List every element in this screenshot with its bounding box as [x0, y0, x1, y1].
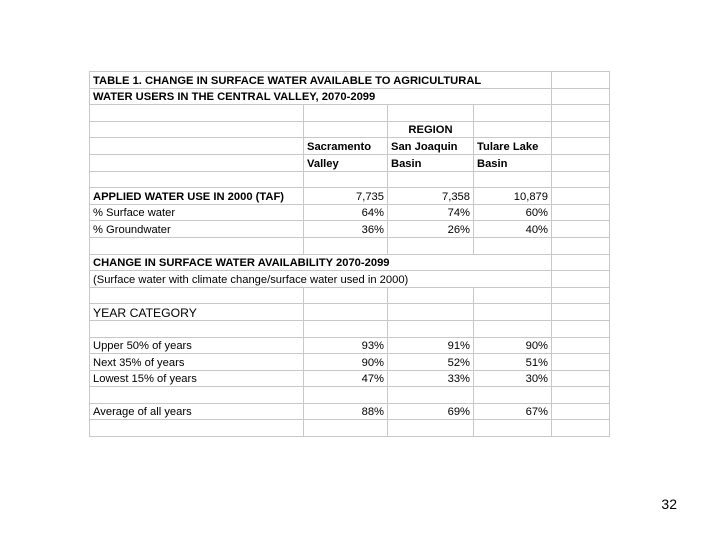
- blank-row: [90, 420, 610, 437]
- cell-value: 10,879: [474, 188, 552, 205]
- title-row-1: [90, 72, 610, 89]
- column-header-san-joaquin: San Joaquin: [388, 138, 474, 155]
- year-category-row: [90, 304, 610, 321]
- row-label: Upper 50% of years: [90, 337, 304, 354]
- blank-row: [90, 105, 610, 122]
- cell-value: 88%: [304, 403, 388, 420]
- column-header-san-joaquin-line2: Basin: [388, 154, 474, 171]
- cell-value: 7,735: [304, 188, 388, 205]
- table-row: [90, 403, 610, 420]
- cell-value: 7,358: [388, 188, 474, 205]
- title-row-2: [90, 88, 610, 105]
- column-header-row-2: [90, 154, 610, 171]
- blank-row: [90, 171, 610, 188]
- cell-value: 40%: [474, 221, 552, 238]
- cell-value: 90%: [304, 354, 388, 371]
- cell-value: 74%: [388, 204, 474, 221]
- change-subheading: (Surface water with climate change/surface water used in 2000): [90, 271, 552, 288]
- cell-value: 30%: [474, 370, 552, 387]
- table-title-line-1: TABLE 1. CHANGE IN SURFACE WATER AVAILABLE TO AGRICULTURAL: [90, 72, 552, 89]
- cell-value: 67%: [474, 403, 552, 420]
- row-label: % Surface water: [90, 204, 304, 221]
- table-row: [90, 337, 610, 354]
- blank-row: [90, 320, 610, 337]
- cell-value: 33%: [388, 370, 474, 387]
- cell-value: 93%: [304, 337, 388, 354]
- column-header-tulare-lake-line2: Basin: [474, 154, 552, 171]
- row-label: Next 35% of years: [90, 354, 304, 371]
- cell-value: 90%: [474, 337, 552, 354]
- region-header: REGION: [388, 121, 474, 138]
- column-header-sacramento: Sacramento: [304, 138, 388, 155]
- page-number: 32: [661, 496, 677, 512]
- change-heading: CHANGE IN SURFACE WATER AVAILABILITY 2070-2099: [90, 254, 552, 271]
- column-header-tulare-lake: Tulare Lake: [474, 138, 552, 155]
- cell-value: 69%: [388, 403, 474, 420]
- table-title-line-2: WATER USERS IN THE CENTRAL VALLEY, 2070-2099: [90, 88, 552, 105]
- cell-value: 64%: [304, 204, 388, 221]
- column-header-sacramento-line2: Valley: [304, 154, 388, 171]
- table-row: [90, 188, 610, 205]
- row-label: Average of all years: [90, 403, 304, 420]
- cell-value: 52%: [388, 354, 474, 371]
- cell-value: 26%: [388, 221, 474, 238]
- cell-value: 51%: [474, 354, 552, 371]
- table-row: [90, 204, 610, 221]
- cell-value: 47%: [304, 370, 388, 387]
- row-label: APPLIED WATER USE IN 2000 (TAF): [90, 188, 304, 205]
- cell-value: 60%: [474, 204, 552, 221]
- cell-value: 36%: [304, 221, 388, 238]
- cell-value: 91%: [388, 337, 474, 354]
- data-table: [89, 71, 610, 437]
- region-header-row: [90, 121, 610, 138]
- row-label: % Groundwater: [90, 221, 304, 238]
- table-row: [90, 370, 610, 387]
- blank-row: [90, 237, 610, 254]
- table-row: [90, 221, 610, 238]
- blank-row: [90, 287, 610, 304]
- blank-row: [90, 387, 610, 404]
- section-subheading-row: [90, 271, 610, 288]
- column-header-row-1: [90, 138, 610, 155]
- table-row: [90, 354, 610, 371]
- row-label: Lowest 15% of years: [90, 370, 304, 387]
- section-heading-row: [90, 254, 610, 271]
- year-category-label: YEAR CATEGORY: [90, 304, 304, 321]
